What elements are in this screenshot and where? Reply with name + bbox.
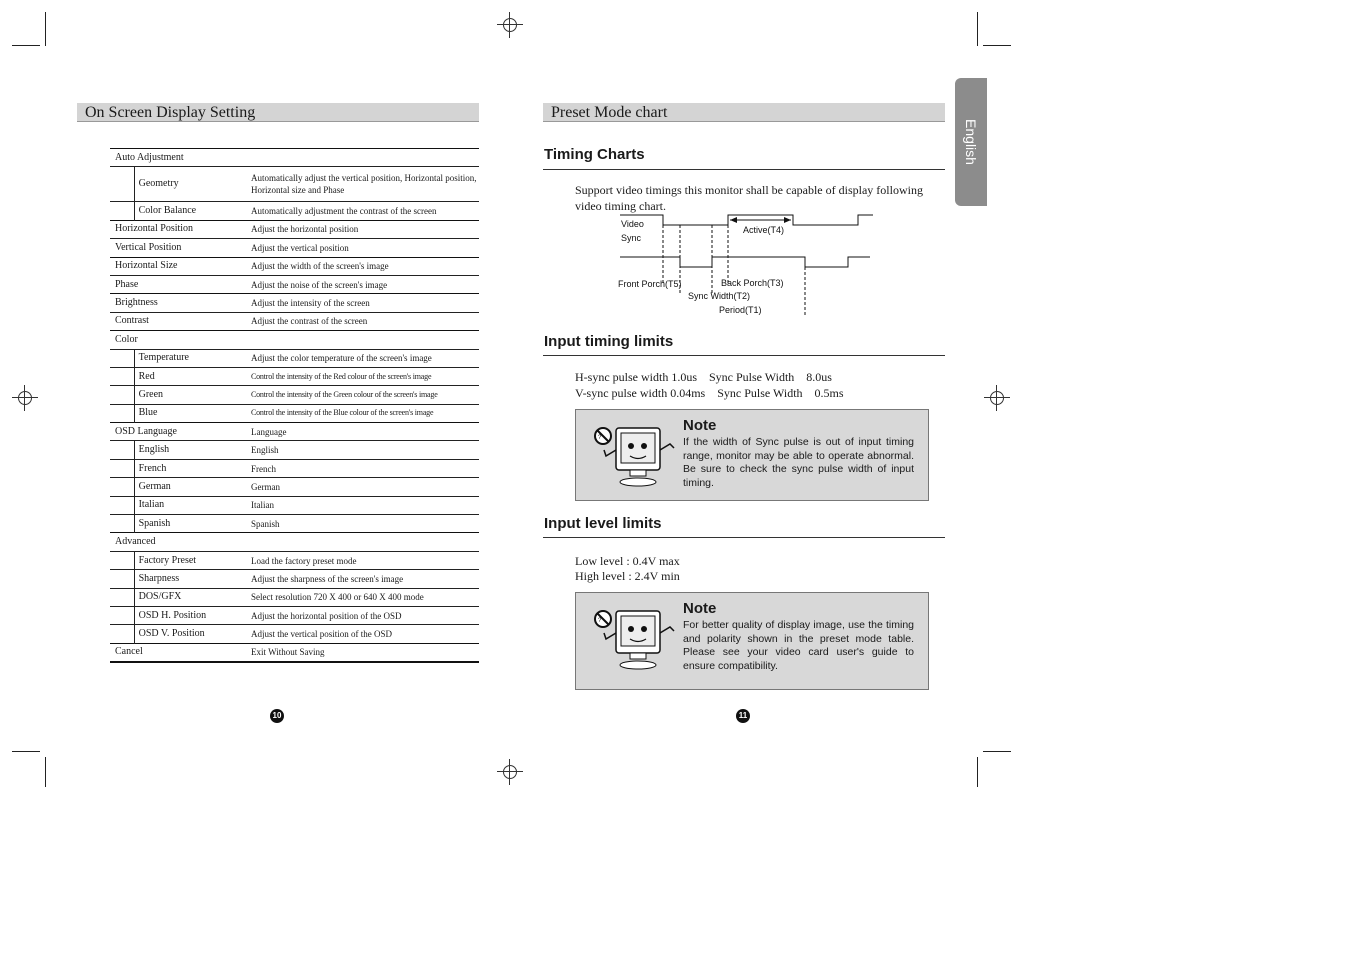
indent-cell	[110, 404, 134, 422]
heading-rule	[543, 169, 945, 170]
setting-label: Cancel	[110, 643, 245, 662]
crop-mark	[983, 751, 1011, 752]
sub-setting-label: Temperature	[134, 349, 245, 367]
setting-description: Adjust the width of the screen's image	[245, 257, 479, 275]
heading-rule	[543, 355, 945, 356]
setting-label: Color	[110, 331, 245, 349]
page-number-right: 11	[736, 709, 750, 723]
monitor-mascot-icon	[592, 603, 678, 675]
timing-charts-text: Support video timings this monitor shall be capable of display following video timing chart.	[575, 183, 923, 213]
table-row	[110, 220, 479, 238]
setting-description: Adjust the horizontal position of the OSD	[245, 606, 479, 624]
setting-description: Automatically adjust the vertical position, Horizontal position, Horizontal size and Phase	[245, 167, 479, 202]
setting-description: Italian	[245, 496, 479, 514]
label-back-porch: Back Porch(T3)	[721, 278, 784, 288]
sub-setting-label: French	[134, 459, 245, 477]
indent-cell	[110, 202, 134, 220]
label-period: Period(T1)	[719, 305, 762, 315]
crop-mark	[45, 757, 46, 787]
indent-cell	[110, 515, 134, 533]
setting-description: Adjust the color temperature of the screen's image	[245, 349, 479, 367]
input-level-line2: High level : 2.4V min	[575, 569, 680, 583]
input-timing-line1: H-sync pulse width 1.0us Sync Pulse Width 8.0us	[575, 370, 832, 384]
table-row	[110, 625, 479, 643]
note-text-1: If the width of Sync pulse is out of input timing range, monitor may be able to operate abnormal. Be sure to check the sync pulse width of input timing.	[683, 436, 914, 489]
table-row	[110, 478, 479, 496]
indent-cell	[110, 349, 134, 367]
setting-description	[245, 533, 479, 551]
table-row	[110, 167, 479, 202]
timing-diagram	[600, 205, 890, 320]
table-row	[110, 367, 479, 385]
setting-description: Control the intensity of the Red colour of the screen's image	[245, 367, 479, 385]
setting-description: Exit Without Saving	[245, 643, 479, 662]
setting-description: Adjust the vertical position	[245, 239, 479, 257]
table-row	[110, 386, 479, 404]
label-active: Active(T4)	[743, 225, 785, 235]
sync-signal-line	[620, 257, 870, 267]
svg-text:?: ?	[598, 618, 602, 624]
sub-setting-label: Color Balance	[134, 202, 245, 220]
registration-mark-icon	[497, 12, 523, 38]
setting-label: Contrast	[110, 312, 245, 330]
setting-label: Horizontal Position	[110, 220, 245, 238]
table-row	[110, 202, 479, 220]
svg-text:?: ?	[598, 435, 602, 441]
heading-input-timing: Input timing limits	[544, 333, 674, 350]
label-sync-width: Sync Width(T2)	[688, 291, 751, 301]
table-row	[110, 331, 479, 349]
table-row	[110, 515, 479, 533]
crop-mark	[12, 751, 40, 752]
heading-timing-charts: Timing Charts	[544, 146, 645, 163]
sub-setting-label: Green	[134, 386, 245, 404]
setting-description: Automatically adjustment the contrast of the screen	[245, 202, 479, 220]
setting-description: French	[245, 459, 479, 477]
table-row	[110, 551, 479, 569]
registration-mark-icon	[12, 385, 38, 411]
sub-setting-label: German	[134, 478, 245, 496]
label-video: Video	[621, 219, 644, 229]
crop-mark	[977, 12, 978, 46]
setting-label: Advanced	[110, 533, 245, 551]
setting-description: Adjust the sharpness of the screen's image	[245, 570, 479, 588]
setting-label: OSD Language	[110, 423, 245, 441]
heading-input-level: Input level limits	[544, 515, 662, 532]
sub-setting-label: OSD H. Position	[134, 606, 245, 624]
note-title-2: Note	[683, 600, 717, 617]
table-row	[110, 294, 479, 312]
note-title-1: Note	[683, 417, 717, 434]
setting-label: Horizontal Size	[110, 257, 245, 275]
table-row	[110, 459, 479, 477]
table-row	[110, 496, 479, 514]
input-level-line1: Low level : 0.4V max	[575, 554, 680, 568]
setting-description: Load the factory preset mode	[245, 551, 479, 569]
note-text-2: For better quality of display image, use the timing and polarity shown in the preset mode table. Please see your video card user's guide to ensure compatibility.	[683, 619, 914, 672]
table-row	[110, 312, 479, 330]
setting-label: Auto Adjustment	[110, 149, 245, 167]
table-row	[110, 606, 479, 624]
sub-setting-label: OSD V. Position	[134, 625, 245, 643]
indent-cell	[110, 625, 134, 643]
sub-setting-label: Sharpness	[134, 570, 245, 588]
setting-label: Phase	[110, 275, 245, 293]
setting-description: Language	[245, 423, 479, 441]
setting-description	[245, 149, 479, 167]
indent-cell	[110, 367, 134, 385]
indent-cell	[110, 496, 134, 514]
table-row	[110, 570, 479, 588]
label-sync: Sync	[621, 233, 642, 243]
crop-mark	[45, 12, 46, 46]
section-title-osd: On Screen Display Setting	[77, 103, 479, 122]
setting-description: Adjust the vertical position of the OSD	[245, 625, 479, 643]
setting-description: Adjust the noise of the screen's image	[245, 275, 479, 293]
indent-cell	[110, 167, 134, 202]
indent-cell	[110, 459, 134, 477]
section-title-preset: Preset Mode chart	[543, 103, 945, 122]
table-row	[110, 257, 479, 275]
indent-cell	[110, 606, 134, 624]
sub-setting-label: DOS/GFX	[134, 588, 245, 606]
setting-description	[245, 331, 479, 349]
indent-cell	[110, 551, 134, 569]
sub-setting-label: Red	[134, 367, 245, 385]
indent-cell	[110, 478, 134, 496]
table-row	[110, 404, 479, 422]
table-row	[110, 275, 479, 293]
note-box-2	[575, 592, 929, 690]
crop-mark	[983, 45, 1011, 46]
indent-cell	[110, 386, 134, 404]
registration-mark-icon	[984, 385, 1010, 411]
table-row	[110, 588, 479, 606]
setting-label: Vertical Position	[110, 239, 245, 257]
setting-description: Adjust the horizontal position	[245, 220, 479, 238]
sub-setting-label: Factory Preset	[134, 551, 245, 569]
input-timing-line2: V-sync pulse width 0.04ms Sync Pulse Width 0.5ms	[575, 386, 844, 400]
side-tab-label: English	[963, 119, 979, 165]
setting-label: Brightness	[110, 294, 245, 312]
sub-setting-label: Spanish	[134, 515, 245, 533]
crop-mark	[977, 757, 978, 787]
page-number-left: 10	[270, 709, 284, 723]
crop-mark	[12, 45, 40, 46]
table-row	[110, 423, 479, 441]
registration-mark-icon	[497, 759, 523, 785]
table-row	[110, 239, 479, 257]
setting-description: German	[245, 478, 479, 496]
language-side-tab[interactable]	[955, 78, 987, 206]
osd-settings-table	[110, 148, 479, 663]
sub-setting-label: Geometry	[134, 167, 245, 202]
monitor-mascot-icon	[592, 420, 678, 492]
indent-cell	[110, 441, 134, 459]
table-row	[110, 441, 479, 459]
label-front-porch: Front Porch(T5)	[618, 279, 682, 289]
indent-cell	[110, 570, 134, 588]
arrow-head-right-icon	[784, 217, 791, 223]
setting-description: Spanish	[245, 515, 479, 533]
sub-setting-label: Italian	[134, 496, 245, 514]
setting-description: Select resolution 720 X 400 or 640 X 400 mode	[245, 588, 479, 606]
table-row	[110, 149, 479, 167]
sub-setting-label: English	[134, 441, 245, 459]
setting-description: Adjust the contrast of the screen	[245, 312, 479, 330]
indent-cell	[110, 588, 134, 606]
setting-description: Control the intensity of the Blue colour of the screen's image	[245, 404, 479, 422]
table-row	[110, 643, 479, 662]
table-row	[110, 533, 479, 551]
setting-description: English	[245, 441, 479, 459]
arrow-head-left-icon	[730, 217, 737, 223]
heading-rule	[543, 537, 945, 538]
sub-setting-label: Blue	[134, 404, 245, 422]
setting-description: Adjust the intensity of the screen	[245, 294, 479, 312]
setting-description: Control the intensity of the Green colour of the screen's image	[245, 386, 479, 404]
note-box-1	[575, 409, 929, 501]
table-row	[110, 349, 479, 367]
